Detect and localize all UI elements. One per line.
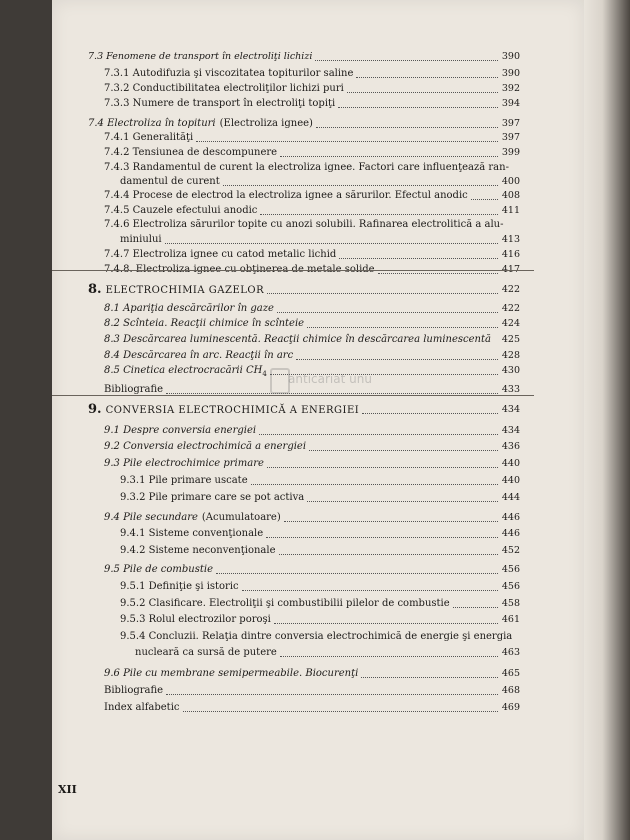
book-edge [584, 0, 630, 840]
toc-entry-title: 7.4.2 Tensiunea de descompunere [104, 147, 278, 158]
dot-leader [307, 327, 498, 328]
chapter-title: CONVERSIA ELECTROCHIMICĂ A ENERGIEI [105, 405, 360, 416]
toc-entry [104, 82, 344, 96]
toc-entry-title: (Electroliza ignee) [219, 118, 313, 129]
toc-entry [120, 474, 248, 488]
page-number-footer: XII [58, 783, 77, 796]
toc-entry [104, 161, 509, 175]
toc-entry-title: 9.5.3 Rolul electrozilor poroşi [120, 614, 271, 625]
watermark-logo-icon [270, 368, 290, 394]
toc-page-number: 422 [501, 303, 520, 314]
toc-page-number: 430 [501, 365, 520, 376]
toc-entry-title: 7.4.4 Procese de electrod la electroliza ignee a sărurilor. Efectul anodic [104, 190, 468, 201]
toc-entry [104, 563, 213, 577]
toc-row [0, 283, 532, 297]
toc-page-number: 456 [501, 581, 520, 592]
dot-leader [338, 107, 498, 108]
toc-page-number: 425 [501, 334, 520, 345]
toc-entry-title-italic: 7.4 Electroliza în topituri [88, 118, 216, 129]
toc-page-number: 413 [501, 234, 520, 245]
toc-row [0, 97, 532, 111]
dot-leader [347, 92, 498, 93]
toc-row [0, 349, 532, 363]
toc-page-number: 392 [501, 83, 520, 94]
toc-row [0, 175, 532, 189]
toc-page-number: 390 [501, 68, 520, 79]
toc-page-number: 411 [501, 205, 520, 216]
toc-row [0, 630, 532, 644]
toc-row [0, 667, 532, 681]
toc-row [0, 597, 532, 611]
dot-leader [362, 413, 498, 414]
toc-row [0, 440, 532, 454]
toc-row [0, 218, 532, 232]
toc-entry-title: damentul de curent [120, 176, 220, 187]
toc-row [0, 701, 532, 715]
toc-entry [104, 364, 267, 381]
toc-entry-title: 7.3.2 Conductibilitatea electroliţilor lichizi puri [104, 83, 344, 94]
toc-entry [104, 424, 256, 438]
toc-row [0, 233, 532, 247]
toc-entry-title: 9.2 Conversia electrochimică a energiei [104, 441, 307, 452]
dot-leader [378, 273, 498, 274]
toc-row [0, 248, 532, 262]
toc-entry-title: 9.4.1 Sisteme convenţionale [120, 528, 264, 539]
toc-page-number: 440 [501, 475, 520, 486]
chapter-title: ELECTROCHIMIA GAZELOR [105, 285, 265, 296]
toc-page-number: 469 [501, 702, 520, 713]
chapter-number: 8. [88, 282, 102, 297]
dot-leader [242, 590, 498, 591]
dot-leader [183, 711, 498, 712]
toc-entry-title-italic: 9.4 Pile secundare [104, 512, 198, 523]
dot-leader [315, 60, 498, 61]
toc-entry [104, 248, 336, 262]
toc-page-number: 397 [501, 118, 520, 129]
toc-entry-title: 9.5.2 Clasificare. Electroliţii şi combustibilii pilelor de combustie [120, 598, 450, 609]
toc-page-number: 468 [501, 685, 520, 696]
dot-leader [280, 656, 498, 657]
dot-leader [280, 156, 498, 157]
toc-page-number: 434 [501, 425, 520, 436]
dot-leader [307, 501, 498, 502]
toc-row [0, 317, 532, 331]
dot-leader [251, 484, 498, 485]
dot-leader [274, 623, 498, 624]
toc-row [0, 403, 532, 417]
toc-page-number: 461 [501, 614, 520, 625]
toc-page-number: 434 [501, 404, 520, 415]
dot-leader [356, 77, 498, 78]
toc-row [0, 684, 532, 698]
toc-entry [120, 613, 271, 627]
toc-page-number: 446 [501, 512, 520, 523]
section-divider [52, 270, 534, 271]
toc-entry [120, 544, 276, 558]
toc-entry [88, 117, 313, 131]
toc-entry-title: 8.2 Scînteia. Reacţii chimice în scînteie [104, 318, 305, 329]
toc-page-number: 408 [501, 190, 520, 201]
toc-entry-title: 7.3 Fenomene de transport în electroliţi lichizi [88, 51, 313, 62]
toc-entry-title: Bibliografie [104, 384, 164, 395]
subscript: 4 [262, 370, 267, 378]
toc-entry-title: 7.4.7 Electroliza ignee cu catod metalic lichid [104, 249, 337, 260]
toc-entry [104, 97, 335, 111]
toc-row [0, 117, 532, 131]
toc-entry-title: nucleară ca sursă de putere [135, 647, 277, 658]
toc-row [0, 580, 532, 594]
toc-entry-title: miniului [120, 234, 162, 245]
toc-entry [120, 233, 162, 247]
toc-page-number: 436 [501, 441, 520, 452]
toc-page-number: 422 [501, 284, 520, 295]
dot-leader [279, 554, 498, 555]
toc-entry [104, 146, 277, 160]
dot-leader [260, 214, 498, 215]
toc-row [0, 82, 532, 96]
toc-entry [104, 302, 274, 316]
toc-row [0, 50, 532, 64]
toc-page-number: 428 [501, 350, 520, 361]
toc-row [0, 613, 532, 627]
toc-entry-title: 8.5 Cinetica electrocracării CH [104, 365, 263, 376]
dot-leader [259, 434, 498, 435]
toc-row [0, 189, 532, 203]
toc-entry [104, 667, 358, 681]
toc-entry [104, 67, 353, 81]
toc-page-number: 444 [501, 492, 520, 503]
toc-row [0, 474, 532, 488]
toc-entry-title: 9.3.2 Pile primare care se pot activa [120, 492, 305, 503]
toc-row [0, 131, 532, 145]
dot-leader [165, 243, 498, 244]
toc-row [0, 67, 532, 81]
toc-entry-title: 9.1 Despre conversia energiei [104, 425, 257, 436]
toc-entry [120, 630, 512, 644]
toc-page-number: 458 [501, 598, 520, 609]
toc-row [0, 302, 532, 316]
toc-chapter [88, 283, 264, 298]
toc-row [0, 364, 532, 378]
toc-page-number: 417 [501, 264, 520, 275]
toc-entry-title: 8.3 Descărcarea luminescentă. Reacţii chimice în descărcarea luminescentă [104, 334, 491, 345]
dot-leader [277, 312, 498, 313]
toc-page-number: 463 [501, 647, 520, 658]
toc-chapter [88, 403, 359, 418]
toc-row [0, 146, 532, 160]
toc-page-number: 433 [501, 384, 520, 395]
dot-leader [361, 677, 498, 678]
toc-entry [104, 204, 257, 218]
toc-entry-title: Bibliografie [104, 685, 164, 696]
toc-entry-title: 9.5 Pile de combustie [104, 564, 214, 575]
toc-entry [104, 131, 193, 145]
toc-page-number: 424 [501, 318, 520, 329]
toc-page-number: 440 [501, 458, 520, 469]
toc-row [0, 646, 532, 660]
toc-entry-title: 7.3.3 Numere de transport în electroliţi topiţi [104, 98, 336, 109]
toc-row [0, 527, 532, 541]
dot-leader [453, 607, 498, 608]
toc-page-number: 456 [501, 564, 520, 575]
toc-entry [120, 175, 220, 189]
toc-entry-title: 9.6 Pile cu membrane semipermeabile. Biocurenţi [104, 668, 359, 679]
toc-row [0, 544, 532, 558]
toc-entry [104, 511, 281, 525]
toc-entry-title: 9.3 Pile electrochimice primare [104, 458, 264, 469]
toc-page-number: 399 [501, 147, 520, 158]
toc-entry-title: 9.5.1 Definiţie şi istoric [120, 581, 239, 592]
toc-entry [104, 349, 293, 363]
toc-entry-title: 7.4.6 Electroliza sărurilor topite cu anozi solubili. Rafinarea electrolitică a alu- [104, 219, 504, 230]
dot-leader [339, 258, 498, 259]
toc-row [0, 491, 532, 505]
toc-row [0, 563, 532, 577]
toc-entry [104, 218, 503, 232]
toc-row [0, 511, 532, 525]
toc-row [0, 204, 532, 218]
dot-leader [166, 694, 498, 695]
section-divider [52, 395, 534, 396]
toc-row [0, 161, 532, 175]
dot-leader [223, 185, 498, 186]
toc-entry-title: 7.3.1 Autodifuzia şi viscozitatea topiturilor saline [104, 68, 354, 79]
toc-entry-title: 8.1 Apariţia descărcărilor în gaze [104, 303, 274, 314]
dot-leader [266, 537, 498, 538]
toc-entry-title: (Acumulatoare) [201, 512, 281, 523]
toc-entry-title: Index alfabetic [104, 702, 180, 713]
toc-page-number: 390 [501, 51, 520, 62]
toc-entry [104, 457, 264, 471]
dot-leader [267, 467, 498, 468]
toc-page-number: 397 [501, 132, 520, 143]
dot-leader [284, 521, 498, 522]
toc-row [0, 333, 532, 347]
toc-page-number: 452 [501, 545, 520, 556]
toc-entry [104, 189, 468, 203]
toc-entry-title: 9.5.4 Concluzii. Relaţia dintre conversia electrochimică de energie şi energia [120, 631, 513, 642]
dot-leader [471, 199, 498, 200]
toc-entry-title: 7.4.1 Generalităţi [104, 132, 194, 143]
dot-leader [296, 359, 498, 360]
toc-page-number: 400 [501, 176, 520, 187]
toc-entry [120, 527, 263, 541]
toc-entry [104, 317, 304, 331]
toc-entry-title: 8.4 Descărcarea în arc. Reacţii în arc [104, 350, 294, 361]
dot-leader [216, 573, 498, 574]
watermark: anticariat unu [270, 372, 390, 386]
toc-row [0, 424, 532, 438]
toc-entry [104, 333, 491, 347]
toc-entry-title: 7.4.5 Cauzele efectului anodic [104, 205, 258, 216]
toc-entry-title: 9.3.1 Pile primare uscate [120, 475, 248, 486]
toc-entry [135, 646, 277, 660]
chapter-number: 9. [88, 402, 102, 417]
toc-entry-title: 9.4.2 Sisteme neconvenţionale [120, 545, 276, 556]
dot-leader [196, 141, 498, 142]
toc-row [0, 457, 532, 471]
dot-leader [309, 450, 498, 451]
toc-entry [104, 701, 180, 715]
toc-entry-title: 7.4.8. Electroliza ignee cu obţinerea de metale solide [104, 264, 375, 275]
toc-page-number: 394 [501, 98, 520, 109]
dot-leader [166, 393, 498, 394]
toc-entry [120, 580, 239, 594]
toc-page-number: 416 [501, 249, 520, 260]
toc-entry [88, 50, 312, 64]
toc-entry [120, 491, 304, 505]
dot-leader [267, 293, 498, 294]
toc-page-number: 465 [501, 668, 520, 679]
toc-entry-title: 7.4.3 Randamentul de curent la electroliza ignee. Factori care influenţează ran- [104, 162, 509, 173]
toc-entry [120, 597, 450, 611]
toc-entry [104, 440, 306, 454]
dot-leader [316, 127, 498, 128]
toc-entry [104, 684, 163, 698]
toc-page-number: 446 [501, 528, 520, 539]
